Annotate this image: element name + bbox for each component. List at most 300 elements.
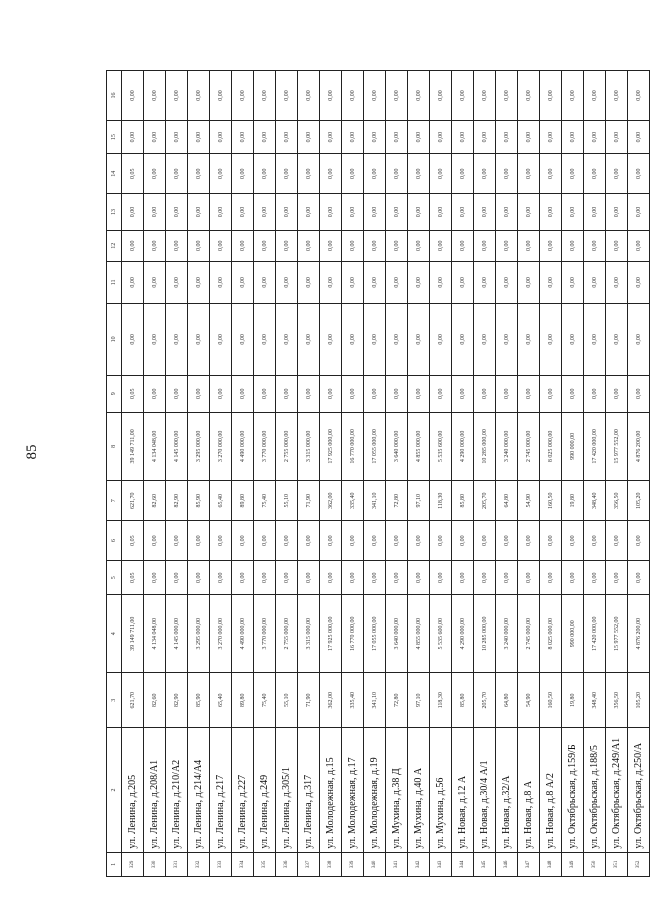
value-cell: 0,00: [518, 561, 540, 595]
column-number: 15: [107, 121, 122, 154]
row-index: 330: [144, 852, 166, 876]
address-cell: ул. Молодежная, д.15: [320, 728, 342, 852]
value-cell: 2 745 000,00: [518, 412, 540, 481]
value-cell: 0,00: [188, 303, 210, 375]
value-cell: 0,00: [562, 194, 584, 231]
table-row: [166, 71, 188, 877]
value-cell: 0,00: [232, 561, 254, 595]
value-cell: 85,80: [452, 673, 474, 728]
value-cell: 0,00: [144, 303, 166, 375]
value-cell: 0,00: [474, 521, 496, 561]
value-cell: 19,80: [562, 481, 584, 521]
table-row: [276, 71, 298, 877]
table-row: [430, 71, 452, 877]
value-cell: 0,00: [166, 561, 188, 595]
row-index: 339: [342, 852, 364, 876]
value-cell: 0,00: [562, 521, 584, 561]
value-cell: 0,00: [606, 121, 628, 154]
value-cell: 5 535 600,00: [430, 595, 452, 673]
value-cell: 0,00: [342, 230, 364, 261]
value-cell: 0,00: [364, 561, 386, 595]
value-cell: 4 490 000,00: [232, 412, 254, 481]
value-cell: 0,00: [232, 194, 254, 231]
value-cell: 0,00: [188, 561, 210, 595]
value-cell: 0,00: [254, 154, 276, 194]
value-cell: 335,40: [342, 673, 364, 728]
value-cell: 0,00: [452, 71, 474, 121]
value-cell: 0,00: [254, 71, 276, 121]
value-cell: 621,70: [122, 673, 144, 728]
value-cell: 205,70: [474, 481, 496, 521]
value-cell: 15 977 552,00: [606, 595, 628, 673]
value-cell: 0,00: [584, 375, 606, 412]
value-cell: 5 535 600,00: [430, 412, 452, 481]
value-cell: 105,20: [628, 673, 650, 728]
value-cell: 160,50: [540, 481, 562, 521]
table-row: [386, 71, 408, 877]
value-cell: 0,00: [342, 561, 364, 595]
row-index: 345: [474, 852, 496, 876]
value-cell: 54,90: [518, 481, 540, 521]
value-cell: 0,00: [364, 521, 386, 561]
value-cell: 54,90: [518, 673, 540, 728]
table-row: [320, 71, 342, 877]
column-number: 3: [107, 673, 122, 728]
value-cell: 3 640 000,00: [386, 412, 408, 481]
value-cell: 97,10: [408, 481, 430, 521]
value-cell: 0,00: [364, 230, 386, 261]
row-index: 348: [540, 852, 562, 876]
value-cell: 0,00: [276, 303, 298, 375]
value-cell: 0,00: [452, 261, 474, 303]
value-cell: 0,00: [210, 521, 232, 561]
value-cell: 0,00: [298, 154, 320, 194]
value-cell: 0,00: [298, 230, 320, 261]
value-cell: 0,00: [606, 521, 628, 561]
value-cell: 0,00: [606, 194, 628, 231]
value-cell: 0,00: [364, 194, 386, 231]
value-cell: 0,00: [562, 561, 584, 595]
value-cell: 0,00: [320, 194, 342, 231]
address-cell: ул. Октябрьская, д.250/А: [628, 728, 650, 852]
row-index: 331: [166, 852, 188, 876]
value-cell: 0,00: [232, 154, 254, 194]
value-cell: 335,40: [342, 481, 364, 521]
value-cell: 0,00: [540, 121, 562, 154]
value-cell: 0,00: [144, 154, 166, 194]
value-cell: 0,00: [628, 121, 650, 154]
value-cell: 0,00: [628, 521, 650, 561]
value-cell: 71,90: [298, 481, 320, 521]
value-cell: 0,00: [408, 303, 430, 375]
value-cell: 0,00: [474, 261, 496, 303]
value-cell: 17 055 000,00: [364, 412, 386, 481]
table-row: [122, 71, 144, 877]
value-cell: 3 270 000,00: [210, 595, 232, 673]
value-cell: 0,00: [430, 121, 452, 154]
table-row: [540, 71, 562, 877]
value-cell: 0,00: [584, 261, 606, 303]
value-cell: 0,00: [408, 154, 430, 194]
value-cell: 3 315 000,00: [298, 595, 320, 673]
value-cell: 0,00: [474, 561, 496, 595]
value-cell: 0,00: [144, 230, 166, 261]
value-cell: 0,00: [628, 154, 650, 194]
table-row: [518, 71, 540, 877]
value-cell: 8 025 000,00: [540, 595, 562, 673]
value-cell: 0,00: [562, 71, 584, 121]
value-cell: 3 270 000,00: [210, 412, 232, 481]
address-cell: ул. Молодежная, д.19: [364, 728, 386, 852]
row-index: 347: [518, 852, 540, 876]
column-number: 4: [107, 595, 122, 673]
value-cell: 0,00: [562, 230, 584, 261]
value-cell: 71,90: [298, 673, 320, 728]
table-row: [298, 71, 320, 877]
value-cell: 0,00: [342, 154, 364, 194]
value-cell: 0,00: [144, 121, 166, 154]
value-cell: 4 876 200,00: [628, 412, 650, 481]
column-number: 6: [107, 521, 122, 561]
address-cell: ул. Новая, д.12 А: [452, 728, 474, 852]
value-cell: 55,10: [276, 481, 298, 521]
value-cell: 2 755 000,00: [276, 595, 298, 673]
table-row: [210, 71, 232, 877]
value-cell: 0,00: [540, 154, 562, 194]
value-cell: 2 745 000,00: [518, 595, 540, 673]
column-number: 7: [107, 481, 122, 521]
value-cell: 0,00: [496, 521, 518, 561]
address-cell: ул. Октябрьская, д.188/5: [584, 728, 606, 852]
address-cell: ул. Мухина, д.38 Д: [386, 728, 408, 852]
table-row: [474, 71, 496, 877]
value-cell: 17 055 000,00: [364, 595, 386, 673]
value-cell: 0,00: [628, 375, 650, 412]
value-cell: 0,00: [584, 303, 606, 375]
value-cell: 4 290 000,00: [452, 595, 474, 673]
value-cell: 0,00: [518, 303, 540, 375]
page-number: 85: [24, 444, 40, 460]
value-cell: 0,00: [320, 561, 342, 595]
value-cell: 0,00: [144, 71, 166, 121]
address-cell: ул. Ленина, д.249: [254, 728, 276, 852]
row-index: 338: [320, 852, 342, 876]
value-cell: 0,00: [496, 230, 518, 261]
value-cell: 0,00: [540, 261, 562, 303]
value-cell: 4 490 000,00: [232, 595, 254, 673]
table-row: [144, 71, 166, 877]
table-row: [408, 71, 430, 877]
value-cell: 0,00: [166, 154, 188, 194]
value-cell: 0,00: [298, 375, 320, 412]
value-cell: 0,00: [298, 303, 320, 375]
column-number: 2: [107, 728, 122, 852]
row-index: 343: [430, 852, 452, 876]
value-cell: 0,00: [320, 261, 342, 303]
table-row: [606, 71, 628, 877]
value-cell: 348,40: [584, 481, 606, 521]
address-cell: ул. Ленина, д.210/А2: [166, 728, 188, 852]
value-cell: 89,80: [232, 673, 254, 728]
value-cell: 0,00: [628, 230, 650, 261]
row-index: 332: [188, 852, 210, 876]
value-cell: 0,00: [166, 121, 188, 154]
value-cell: 0,00: [364, 154, 386, 194]
value-cell: 0,00: [474, 121, 496, 154]
value-cell: 0,00: [144, 521, 166, 561]
value-cell: 0,00: [276, 71, 298, 121]
value-cell: 0,00: [342, 521, 364, 561]
value-cell: 0,00: [144, 194, 166, 231]
value-cell: 3 770 000,00: [254, 595, 276, 673]
value-cell: 0,00: [496, 154, 518, 194]
value-cell: 17 420 000,00: [584, 595, 606, 673]
table-row: [452, 71, 474, 877]
value-cell: 0,00: [276, 261, 298, 303]
value-cell: 0,00: [298, 121, 320, 154]
value-cell: 205,70: [474, 673, 496, 728]
value-cell: 0,00: [496, 303, 518, 375]
row-index: 337: [298, 852, 320, 876]
value-cell: 0,00: [518, 154, 540, 194]
value-cell: 0,00: [276, 561, 298, 595]
value-cell: 4 134 048,00: [144, 412, 166, 481]
value-cell: 0,00: [584, 561, 606, 595]
value-cell: 621,70: [122, 481, 144, 521]
value-cell: 356,50: [606, 673, 628, 728]
value-cell: 0,00: [298, 561, 320, 595]
value-cell: 0,00: [408, 561, 430, 595]
column-number: 16: [107, 71, 122, 121]
value-cell: 0,00: [452, 303, 474, 375]
value-cell: 82,90: [166, 481, 188, 521]
value-cell: 0,00: [342, 303, 364, 375]
value-cell: 0,00: [496, 71, 518, 121]
value-cell: 0,00: [386, 561, 408, 595]
value-cell: 0,00: [540, 303, 562, 375]
value-cell: 0,00: [452, 230, 474, 261]
value-cell: 0,00: [166, 261, 188, 303]
value-cell: 16 770 000,00: [342, 412, 364, 481]
value-cell: 3 240 000,00: [496, 595, 518, 673]
value-cell: 0,00: [518, 375, 540, 412]
value-cell: 0,00: [584, 230, 606, 261]
value-cell: 0,00: [408, 71, 430, 121]
value-cell: 3 640 000,00: [386, 595, 408, 673]
value-cell: 0,00: [210, 303, 232, 375]
value-cell: 0,00: [276, 121, 298, 154]
value-cell: 0,00: [452, 121, 474, 154]
table-row: [364, 71, 386, 877]
value-cell: 0,00: [584, 194, 606, 231]
value-cell: 0,00: [430, 71, 452, 121]
value-cell: 0,00: [628, 71, 650, 121]
value-cell: 0,00: [606, 261, 628, 303]
value-cell: 0,00: [298, 521, 320, 561]
value-cell: 0,00: [342, 121, 364, 154]
value-cell: 82,60: [144, 673, 166, 728]
value-cell: 0,00: [166, 194, 188, 231]
value-cell: 0,00: [474, 194, 496, 231]
address-cell: ул. Ленина, д.214/А4: [188, 728, 210, 852]
address-cell: ул. Ленина, д.317: [298, 728, 320, 852]
value-cell: 0,00: [606, 561, 628, 595]
value-cell: 0,00: [386, 154, 408, 194]
value-cell: 0,00: [254, 303, 276, 375]
value-cell: 0,00: [408, 121, 430, 154]
value-cell: 0,00: [166, 230, 188, 261]
value-cell: 0,00: [518, 71, 540, 121]
value-cell: 0,00: [364, 121, 386, 154]
table-row: [254, 71, 276, 877]
row-index: 334: [232, 852, 254, 876]
value-cell: 72,80: [386, 481, 408, 521]
address-cell: ул. Октябрьская, д.249/А1: [606, 728, 628, 852]
address-cell: ул. Молодежная, д.17: [342, 728, 364, 852]
value-cell: 0,00: [430, 154, 452, 194]
value-cell: 0,00: [276, 154, 298, 194]
value-cell: 39 149 711,00: [122, 412, 144, 481]
value-cell: 72,80: [386, 673, 408, 728]
value-cell: 0,00: [606, 154, 628, 194]
value-cell: 341,10: [364, 481, 386, 521]
value-cell: 85,90: [188, 481, 210, 521]
value-cell: 0,00: [166, 375, 188, 412]
value-cell: 0,05: [122, 154, 144, 194]
row-index: 340: [364, 852, 386, 876]
value-cell: 0,00: [452, 194, 474, 231]
value-cell: 0,00: [430, 521, 452, 561]
value-cell: 0,05: [122, 521, 144, 561]
value-cell: 362,00: [320, 673, 342, 728]
value-cell: 0,00: [430, 375, 452, 412]
value-cell: 0,00: [496, 121, 518, 154]
row-index: 346: [496, 852, 518, 876]
value-cell: 64,80: [496, 673, 518, 728]
value-cell: 0,00: [122, 121, 144, 154]
value-cell: 0,00: [276, 194, 298, 231]
value-cell: 0,00: [254, 375, 276, 412]
value-cell: 75,40: [254, 481, 276, 521]
value-cell: 0,00: [364, 303, 386, 375]
column-number: 8: [107, 412, 122, 481]
value-cell: 0,00: [188, 194, 210, 231]
address-cell: ул. Новая, д.8 А/2: [540, 728, 562, 852]
value-cell: 0,00: [386, 303, 408, 375]
value-cell: 4 145 000,00: [166, 595, 188, 673]
value-cell: 0,00: [584, 71, 606, 121]
value-cell: 10 285 000,00: [474, 595, 496, 673]
value-cell: 0,00: [540, 375, 562, 412]
value-cell: 82,60: [144, 481, 166, 521]
value-cell: 0,00: [474, 303, 496, 375]
value-cell: 0,00: [232, 303, 254, 375]
address-cell: ул. Мухина, д.56: [430, 728, 452, 852]
value-cell: 0,00: [606, 375, 628, 412]
value-cell: 0,00: [342, 71, 364, 121]
value-cell: 0,00: [628, 561, 650, 595]
value-cell: 0,00: [540, 561, 562, 595]
value-cell: 85,90: [188, 673, 210, 728]
column-number: 10: [107, 303, 122, 375]
value-cell: 8 025 000,00: [540, 412, 562, 481]
value-cell: 0,00: [408, 261, 430, 303]
value-cell: 348,40: [584, 673, 606, 728]
value-cell: 0,00: [562, 375, 584, 412]
value-cell: 89,80: [232, 481, 254, 521]
value-cell: 0,00: [122, 71, 144, 121]
value-cell: 17 925 000,00: [320, 412, 342, 481]
value-cell: 0,00: [298, 261, 320, 303]
row-index: 333: [210, 852, 232, 876]
value-cell: 0,00: [386, 71, 408, 121]
value-cell: 0,00: [188, 261, 210, 303]
value-cell: 0,00: [606, 230, 628, 261]
column-number: 5: [107, 561, 122, 595]
address-cell: ул. Ленина, д.208/А1: [144, 728, 166, 852]
row-index: 336: [276, 852, 298, 876]
address-cell: ул. Новая, д.8 А: [518, 728, 540, 852]
value-cell: 0,00: [232, 121, 254, 154]
value-cell: 0,00: [364, 375, 386, 412]
value-cell: 0,00: [408, 521, 430, 561]
value-cell: 0,00: [254, 521, 276, 561]
column-number: 1: [107, 852, 122, 876]
value-cell: 0,00: [452, 154, 474, 194]
value-cell: 75,40: [254, 673, 276, 728]
value-cell: 0,00: [166, 521, 188, 561]
value-cell: 64,80: [496, 481, 518, 521]
value-cell: 118,30: [430, 673, 452, 728]
value-cell: 0,00: [386, 261, 408, 303]
housing-register-table: [106, 70, 650, 877]
value-cell: 0,00: [518, 521, 540, 561]
value-cell: 0,00: [342, 194, 364, 231]
value-cell: 0,00: [320, 230, 342, 261]
value-cell: 0,00: [430, 194, 452, 231]
address-cell: ул. Ленина, д.305/1: [276, 728, 298, 852]
value-cell: 341,10: [364, 673, 386, 728]
value-cell: 105,20: [628, 481, 650, 521]
value-cell: 0,00: [474, 375, 496, 412]
value-cell: 0,00: [386, 375, 408, 412]
row-index: 352: [628, 852, 650, 876]
row-index: 350: [584, 852, 606, 876]
value-cell: 118,30: [430, 481, 452, 521]
value-cell: 0,00: [540, 230, 562, 261]
value-cell: 10 285 000,00: [474, 412, 496, 481]
value-cell: 0,00: [628, 303, 650, 375]
address-cell: ул. Новая, д.30/4 А/1: [474, 728, 496, 852]
value-cell: 15 977 552,00: [606, 412, 628, 481]
value-cell: 0,00: [320, 71, 342, 121]
column-number: 11: [107, 261, 122, 303]
value-cell: 0,00: [386, 121, 408, 154]
value-cell: 0,00: [144, 375, 166, 412]
value-cell: 4 145 000,00: [166, 412, 188, 481]
value-cell: 0,00: [474, 154, 496, 194]
value-cell: 0,00: [562, 154, 584, 194]
value-cell: 0,00: [430, 230, 452, 261]
value-cell: 4 134 048,00: [144, 595, 166, 673]
value-cell: 0,00: [210, 230, 232, 261]
value-cell: 0,00: [584, 521, 606, 561]
value-cell: 0,00: [188, 375, 210, 412]
table-row: [342, 71, 364, 877]
value-cell: 0,00: [122, 194, 144, 231]
value-cell: 0,00: [298, 194, 320, 231]
value-cell: 0,00: [232, 71, 254, 121]
